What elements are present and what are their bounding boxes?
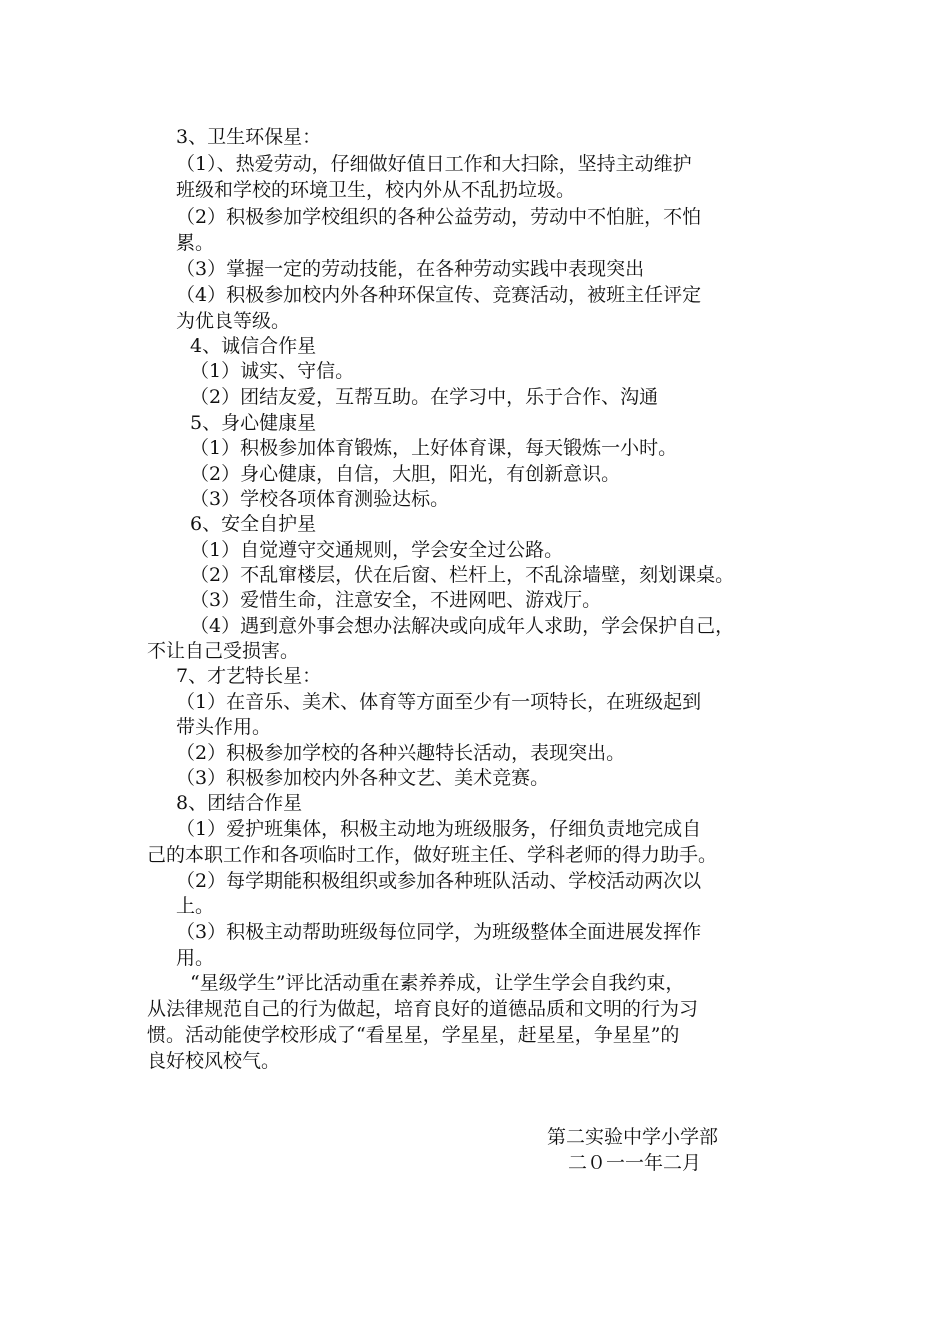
section-heading: 8、团结合作星 [176, 792, 303, 814]
paragraph-line: （1）积极参加体育锻炼，上好体育课，每天锻炼一小时。 [190, 437, 678, 459]
section-heading: 5、身心健康星 [190, 412, 317, 434]
paragraph-line: 己的本职工作和各项临时工作，做好班主任、学科老师的得力助手。 [147, 844, 718, 866]
paragraph-line: （1）自觉遵守交通规则，学会安全过公路。 [190, 539, 564, 561]
paragraph-line: （2）每学期能积极组织或参加各种班队活动、学校活动两次以 [176, 870, 702, 892]
paragraph-line: （3）积极参加校内外各种文艺、美术竞赛。 [176, 767, 550, 789]
section-heading: 4、诚信合作星 [190, 335, 317, 357]
paragraph-line: （1）诚实、守信。 [190, 360, 355, 382]
paragraph-line: （3）爱惜生命，注意安全，不进网吧、游戏厅。 [190, 589, 602, 611]
paragraph-line: （4）遇到意外事会想办法解决或向成年人求助，学会保护自己， [190, 615, 735, 637]
paragraph-line: （1）在音乐、美术、体育等方面至少有一项特长，在班级起到 [176, 691, 702, 713]
paragraph-line: 用。 [176, 947, 215, 969]
paragraph-line: （3）学校各项体育测验达标。 [190, 488, 450, 510]
paragraph-line: 从法律规范自己的行为做起，培育良好的道德品质和文明的行为习 [147, 998, 699, 1020]
paragraph-line: 为优良等级。 [176, 310, 291, 332]
paragraph-line: 不让自己受损害。 [147, 640, 300, 662]
paragraph-line: （2）身心健康，自信，大胆，阳光，有创新意识。 [190, 463, 621, 485]
paragraph-line: （2）不乱窜楼层，伏在后窗、栏杆上，不乱涂墙壁，刻划课桌。 [190, 564, 735, 586]
paragraph-line: （4）积极参加校内外各种环保宣传、竞赛活动，被班主任评定 [176, 284, 702, 306]
signature-date: 二０一一年二月 [568, 1152, 702, 1174]
section-heading: 3、卫生环保星： [176, 126, 322, 148]
signature-organization: 第二实验中学小学部 [547, 1126, 719, 1148]
paragraph-line: 良好校风校气。 [147, 1050, 281, 1072]
paragraph-line: 惯。活动能使学校形成了“看星星，学星星，赶星星，争星星”的 [147, 1024, 680, 1046]
paragraph-line: 上。 [176, 895, 215, 917]
paragraph-line: （2）团结友爱，互帮互助。在学习中，乐于合作、沟通 [190, 386, 659, 408]
paragraph-line: 班级和学校的环境卫生，校内外从不乱扔垃圾。 [176, 179, 576, 201]
paragraph-line: （1）爱护班集体，积极主动地为班级服务，仔细负责地完成自 [176, 818, 702, 840]
paragraph-line: 带头作用。 [176, 716, 272, 738]
paragraph-line: （1）、热爱劳动，仔细做好值日工作和大扫除，坚持主动维护 [176, 153, 692, 175]
paragraph-line: 累。 [176, 232, 215, 254]
section-heading: 7、才艺特长星： [176, 665, 322, 687]
section-heading: 6、安全自护星 [190, 513, 317, 535]
paragraph-line: “星级学生”评比活动重在素养养成，让学生学会自我约束， [190, 972, 685, 994]
paragraph-line: （2）积极参加学校组织的各种公益劳动，劳动中不怕脏，不怕 [176, 206, 702, 228]
paragraph-line: （2）积极参加学校的各种兴趣特长活动，表现突出。 [176, 742, 626, 764]
paragraph-line: （3）积极主动帮助班级每位同学，为班级整体全面进展发挥作 [176, 921, 702, 943]
paragraph-line: （3）掌握一定的劳动技能，在各种劳动实践中表现突出 [176, 258, 645, 280]
